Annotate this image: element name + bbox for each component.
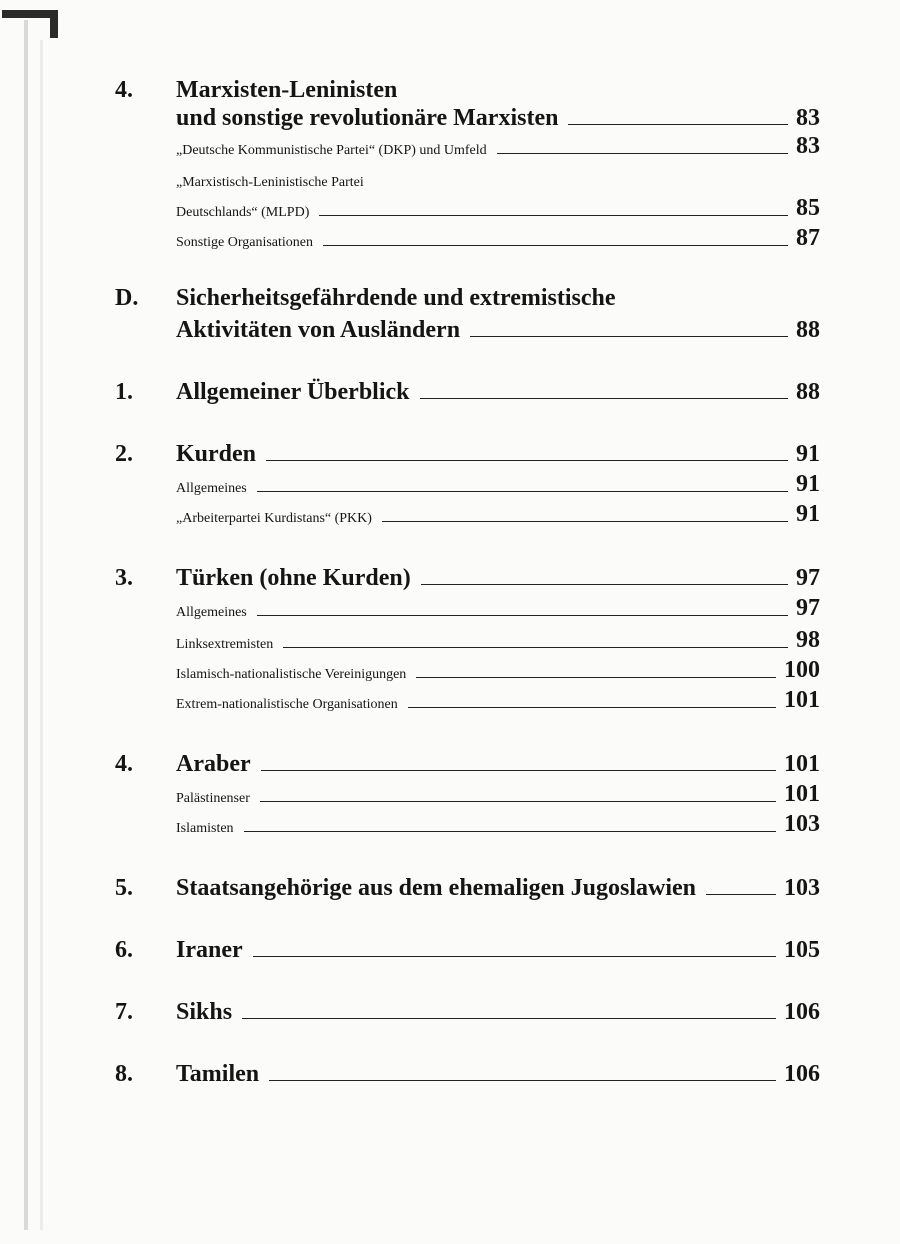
toc-subentry[interactable] bbox=[0, 196, 900, 220]
toc-page-number: 87 bbox=[796, 225, 820, 251]
toc-leader-line bbox=[260, 801, 776, 802]
toc-page-number: 97 bbox=[796, 595, 820, 621]
toc-page-number: 91 bbox=[796, 471, 820, 497]
toc-subentry-label: Extrem-nationalistische Organisationen bbox=[176, 697, 398, 712]
toc-subentry-line1 bbox=[0, 170, 900, 190]
toc-page-number: 101 bbox=[784, 751, 820, 777]
toc-section-number: 7. bbox=[115, 999, 133, 1025]
toc-page-number: 97 bbox=[796, 565, 820, 591]
toc-subentry-label: Allgemeines bbox=[176, 481, 247, 496]
toc-leader-line bbox=[408, 707, 776, 708]
toc-leader-line bbox=[319, 215, 788, 216]
toc-page-number: 100 bbox=[784, 657, 820, 683]
toc-subentry-label: Palästinenser bbox=[176, 791, 250, 806]
toc-subentry-label: „Marxistisch-Leninistische Partei bbox=[176, 175, 364, 190]
toc-subentry[interactable] bbox=[0, 472, 900, 496]
toc-subentry[interactable] bbox=[0, 226, 900, 250]
toc-subentry-label: „Deutsche Kommunistische Partei“ (DKP) und Umfeld bbox=[176, 143, 487, 158]
toc-page-number: 106 bbox=[784, 999, 820, 1025]
toc-section-number: 6. bbox=[115, 937, 133, 963]
toc-subentry-label: „Arbeiterpartei Kurdistans“ (PKK) bbox=[176, 511, 372, 526]
toc-leader-line bbox=[266, 460, 788, 461]
toc-subentry-label: Islamisten bbox=[176, 821, 234, 836]
toc-subentry-label: Sonstige Organisationen bbox=[176, 235, 314, 250]
toc-entry-label: und sonstige revolutionäre Marxisten bbox=[176, 105, 559, 131]
toc-leader-line bbox=[261, 770, 776, 771]
toc-leader-line bbox=[253, 956, 776, 957]
toc-entry-label: Allgemeiner Überblick bbox=[176, 379, 410, 405]
toc-subentry[interactable] bbox=[0, 812, 900, 836]
toc-page-number: 98 bbox=[796, 627, 820, 653]
toc-entry-label: Iraner bbox=[176, 937, 243, 963]
toc-section-number: 1. bbox=[115, 379, 133, 405]
toc-entry[interactable] bbox=[0, 874, 900, 900]
toc-page-number: 101 bbox=[784, 781, 820, 807]
toc-entry[interactable] bbox=[0, 104, 900, 130]
toc-leader-line bbox=[269, 1080, 776, 1081]
toc-leader-line bbox=[497, 153, 788, 154]
toc-page-number: 88 bbox=[796, 317, 820, 343]
toc-page-number: 103 bbox=[784, 875, 820, 901]
toc-leader-line bbox=[244, 831, 776, 832]
toc-entry[interactable] bbox=[0, 936, 900, 962]
toc-page-number: 83 bbox=[796, 133, 820, 159]
toc-section-4-marxisten-title-line1 bbox=[0, 78, 900, 102]
toc-entry-label: Türken (ohne Kurden) bbox=[176, 565, 411, 591]
toc-entry-label: Sikhs bbox=[176, 999, 233, 1025]
toc-entry-label: Aktivitäten von Ausländern bbox=[176, 317, 461, 343]
toc-section-d-title-line1 bbox=[0, 286, 900, 310]
toc-leader-line bbox=[706, 894, 776, 895]
toc-leader-line bbox=[470, 336, 788, 337]
toc-entry[interactable] bbox=[0, 564, 900, 590]
toc-section-number: 4. bbox=[115, 751, 133, 777]
toc-entry-label: Staatsangehörige aus dem ehemaligen Jugoslawien bbox=[176, 875, 697, 901]
toc-page-number: 105 bbox=[784, 937, 820, 963]
toc-subentry[interactable] bbox=[0, 658, 900, 682]
toc-section-number: 3. bbox=[115, 565, 133, 591]
toc-leader-line bbox=[257, 491, 788, 492]
toc-section-title: Sicherheitsgefährdende und extremistische bbox=[176, 285, 616, 311]
toc-section-number: 5. bbox=[115, 875, 133, 901]
toc-leader-line bbox=[420, 398, 788, 399]
toc-entry[interactable] bbox=[0, 440, 900, 466]
toc-leader-line bbox=[323, 245, 788, 246]
toc-subentry[interactable] bbox=[0, 134, 900, 158]
toc-entry[interactable] bbox=[0, 378, 900, 404]
toc-page-number: 91 bbox=[796, 501, 820, 527]
toc-section-number: D. bbox=[115, 285, 139, 311]
toc-subentry[interactable] bbox=[0, 502, 900, 526]
toc-leader-line bbox=[242, 1018, 776, 1019]
toc-leader-line bbox=[382, 521, 788, 522]
toc-leader-line bbox=[257, 615, 788, 616]
toc-subentry[interactable] bbox=[0, 688, 900, 712]
toc-subentry[interactable] bbox=[0, 628, 900, 652]
toc-entry[interactable] bbox=[0, 1060, 900, 1086]
toc-section-number: 2. bbox=[115, 441, 133, 467]
toc-subentry-label: Linksextremisten bbox=[176, 637, 274, 652]
toc-subentry[interactable] bbox=[0, 596, 900, 620]
toc-leader-line bbox=[283, 647, 788, 648]
toc-leader-line bbox=[421, 584, 788, 585]
toc-section-number: 4. bbox=[115, 77, 133, 103]
toc-entry-label: Araber bbox=[176, 751, 251, 777]
toc-subentry-label: Islamisch-nationalistische Vereinigungen bbox=[176, 667, 407, 682]
toc-page-number: 101 bbox=[784, 687, 820, 713]
toc-page-number: 83 bbox=[796, 105, 820, 131]
toc-entry-label: Tamilen bbox=[176, 1061, 260, 1087]
toc-page-number: 91 bbox=[796, 441, 820, 467]
toc-page-number: 103 bbox=[784, 811, 820, 837]
toc-section-number: 8. bbox=[115, 1061, 133, 1087]
toc-subentry-label: Deutschlands“ (MLPD) bbox=[176, 205, 310, 220]
scan-corner-mark-drop bbox=[50, 10, 58, 38]
toc-entry[interactable] bbox=[0, 998, 900, 1024]
toc-entry[interactable] bbox=[0, 316, 900, 342]
toc-subentry-label: Allgemeines bbox=[176, 605, 247, 620]
toc-section-title: Marxisten-Leninisten bbox=[176, 77, 398, 103]
toc-subentry[interactable] bbox=[0, 782, 900, 806]
toc-leader-line bbox=[416, 677, 776, 678]
toc-page-number: 85 bbox=[796, 195, 820, 221]
toc-entry[interactable] bbox=[0, 750, 900, 776]
toc-entry-label: Kurden bbox=[176, 441, 257, 467]
toc-page-number: 88 bbox=[796, 379, 820, 405]
toc-leader-line bbox=[568, 124, 788, 125]
toc-page-number: 106 bbox=[784, 1061, 820, 1087]
